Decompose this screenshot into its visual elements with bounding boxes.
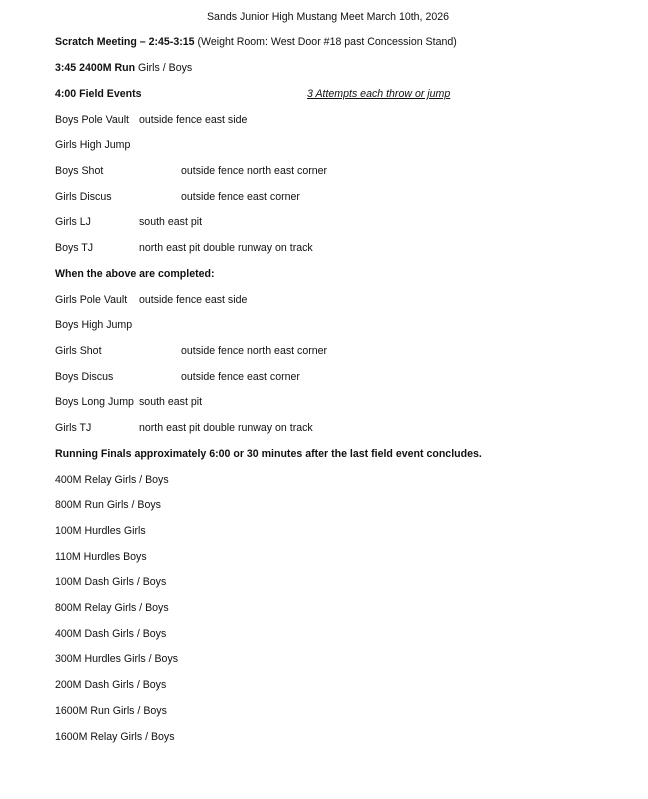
attempts-note: 3 Attempts each throw or jump <box>307 88 451 100</box>
running-event: 800M Run Girls / Boys <box>55 499 161 511</box>
field-event-row <box>55 242 313 255</box>
field-event-row <box>55 294 248 307</box>
field-event-name: Girls High Jump <box>55 139 131 151</box>
field-event-row <box>55 114 248 127</box>
field-event-location: north east pit double runway on track <box>139 242 313 254</box>
field-event-name: Boys Long Jump <box>55 396 134 408</box>
running-event: 110M Hurdles Boys <box>55 551 147 563</box>
field-event-row <box>55 191 300 204</box>
field-event-location: south east pit <box>139 396 203 408</box>
running-event: 100M Dash Girls / Boys <box>55 576 167 588</box>
field-event-row <box>55 139 130 152</box>
field-events-heading: 4:00 Field Events <box>55 88 142 100</box>
scratch-meeting-line <box>55 36 457 49</box>
field-event-name: Girls Pole Vault <box>55 294 128 306</box>
running-event: 1600M Run Girls / Boys <box>55 705 167 717</box>
scratch-meeting-label: Scratch Meeting – 2:45-3:15 <box>55 36 195 48</box>
running-event: 400M Dash Girls / Boys <box>55 628 167 640</box>
field-event-name: Girls TJ <box>55 422 92 434</box>
run-2400-detail: Girls / Boys <box>135 62 193 74</box>
field-event-location: outside fence east corner <box>181 371 300 383</box>
running-event: 400M Relay Girls / Boys <box>55 474 169 486</box>
field-event-name: Girls Shot <box>55 345 102 357</box>
field-event-name: Boys Shot <box>55 165 104 177</box>
second-group-heading: When the above are completed: <box>55 268 215 280</box>
field-event-location: outside fence north east corner <box>181 345 328 357</box>
run-2400-line <box>55 62 192 75</box>
running-event: 300M Hurdles Girls / Boys <box>55 653 179 665</box>
field-event-location: outside fence east side <box>139 114 248 126</box>
field-event-location: north east pit double runway on track <box>139 422 313 434</box>
page-title: Sands Junior High Mustang Meet March 10th, 2026 <box>206 11 450 23</box>
field-event-name: Boys High Jump <box>55 319 133 331</box>
field-event-row <box>55 371 300 384</box>
field-event-row <box>55 396 203 409</box>
field-event-row <box>55 345 328 358</box>
field-event-location: south east pit <box>139 216 203 228</box>
field-event-name: Boys Discus <box>55 371 114 383</box>
running-event: 1600M Relay Girls / Boys <box>55 731 175 743</box>
field-event-name: Girls Discus <box>55 191 112 203</box>
field-event-location: outside fence north east corner <box>181 165 328 177</box>
running-event: 800M Relay Girls / Boys <box>55 602 169 614</box>
scratch-meeting-detail: (Weight Room: West Door #18 past Concession Stand) <box>194 36 457 48</box>
field-event-row <box>55 319 132 332</box>
running-event: 100M Hurdles Girls <box>55 525 146 537</box>
field-event-row <box>55 216 203 229</box>
field-event-location: outside fence east corner <box>181 191 300 203</box>
running-finals-heading: Running Finals approximately 6:00 or 30 minutes after the last field event concludes. <box>55 448 482 460</box>
field-event-name: Boys Pole Vault <box>55 114 130 126</box>
field-event-name: Girls LJ <box>55 216 91 228</box>
running-event: 200M Dash Girls / Boys <box>55 679 167 691</box>
field-event-row <box>55 422 313 435</box>
field-event-row <box>55 165 328 178</box>
field-event-name: Boys TJ <box>55 242 94 254</box>
field-event-location: outside fence east side <box>139 294 248 306</box>
run-2400-label: 3:45 2400M Run <box>55 62 136 74</box>
